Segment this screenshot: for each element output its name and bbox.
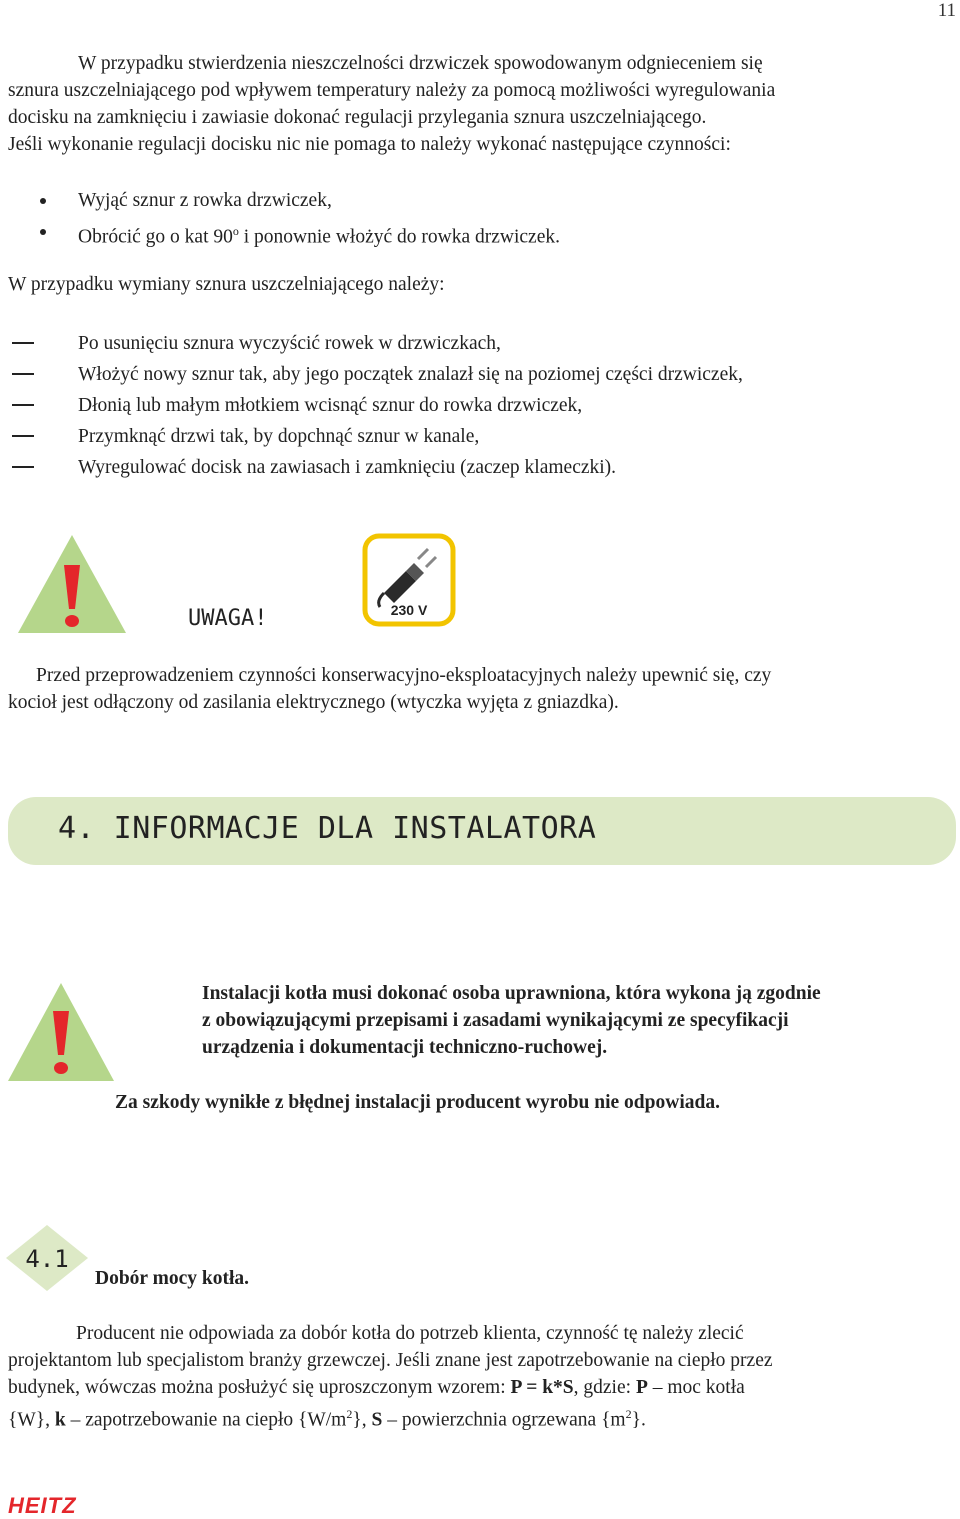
voltage-label: 230 V [390, 602, 428, 618]
warning-text-line-1: Przed przeprowadzeniem czynności konserwacyjno-eksploatacyjnych należy upewnić się, czy [36, 665, 772, 686]
subsection-title: Dobór mocy kotła. [95, 1268, 250, 1289]
intro-line-2: sznura uszczelniającego pod wpływem temperatury należy za pomocą możliwości wyregulowania [8, 80, 776, 101]
power-line-3: budynek, wówczas można posłużyć się uproszczonym wzorem: P = k*S, gdzie: P – moc kotła [8, 1377, 745, 1398]
install-warning-line-3: urządzenia i dokumentacji techniczno-ruchowej. [202, 1037, 608, 1058]
install-warning-line-2: z obowiązującymi przepisami i zasadami wynikającymi ze specyfikacji [202, 1010, 789, 1031]
warning-text-line-2: kocioł jest odłączony od zasilania elektrycznego (wtyczka wyjęta z gniazdka). [8, 692, 619, 713]
liability-note: Za szkody wynikłe z błędnej instalacji producent wyrobu nie odpowiada. [115, 1092, 720, 1113]
power-line-1: Producent nie odpowiada za dobór kotła do potrzeb klienta, czynność tę należy zlecić [76, 1323, 744, 1344]
subsection-number: 4.1 [25, 1245, 69, 1273]
bullet-text: Obrócić go o kat 90$^o$ i ponownie włożyć do rowka drzwiczek. [78, 224, 560, 248]
power-plug-icon [362, 533, 456, 627]
install-warning-line-1: Instalacji kotła musi dokonać osoba uprawniona, która wykona ją zgodnie [202, 983, 821, 1004]
bullet-text: Wyjąć sznur z rowka drzwiczek, [78, 190, 332, 211]
subsection-badge [6, 1225, 88, 1291]
section-header [8, 797, 956, 865]
warning-triangle-icon [18, 535, 126, 633]
bullet-dot [40, 229, 46, 235]
formula: P = k*S [510, 1377, 574, 1398]
power-line-2: projektantom lub specjalistom branży grzewczej. Jeśli znane jest zapotrzebowanie na ciepło przez [8, 1350, 773, 1371]
brand-logo: HEITZ [8, 1493, 77, 1518]
intro-line-1: W przypadku stwierdzenia nieszczelności drzwiczek spowodowanym odgnieceniem się [78, 53, 763, 74]
section-title: 4. INFORMACJE DLA INSTALATORA [58, 811, 597, 846]
replace-heading: W przypadku wymiany sznura uszczelniającego należy: [8, 274, 445, 295]
bullet-dot [40, 198, 46, 204]
intro-line-3: docisku na zamknięciu i zawiasie dokonać regulacji przylegania sznura uszczelniającego. [8, 107, 707, 128]
intro-line-4: Jeśli wykonanie regulacji docisku nic nie pomaga to należy wykonać następujące czynności: [8, 134, 731, 155]
page-number: 11 [937, 0, 956, 21]
warning-label: UWAGA! [188, 606, 268, 631]
power-line-4: {W}, k – zapotrzebowanie na ciepło $\{W/m^2\}$, S – powierzchnia ogrzewana $\{m^2\}$. [8, 1407, 646, 1431]
warning-triangle-icon [8, 983, 114, 1081]
